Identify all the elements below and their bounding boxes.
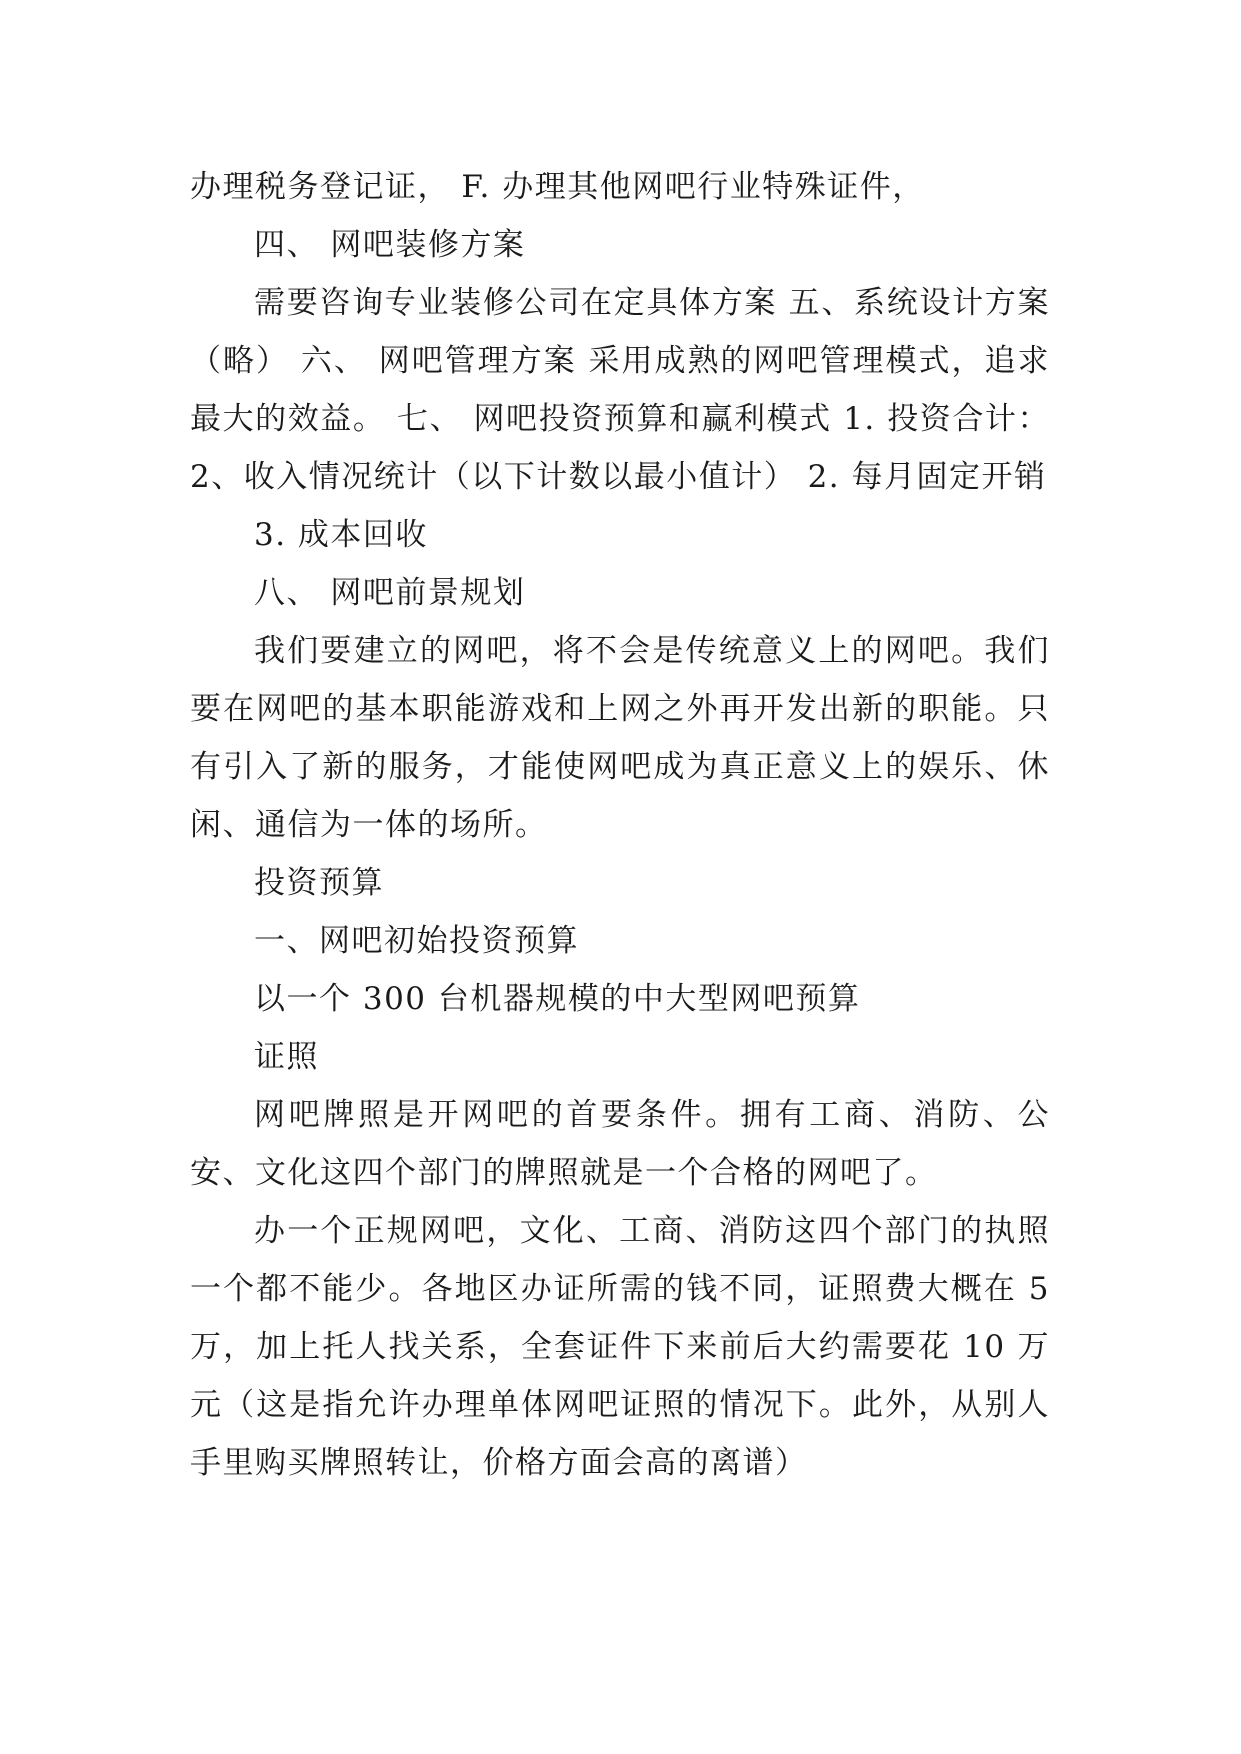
heading-investment-budget: 投资预算 (254, 865, 384, 901)
document-page (190, 158, 1050, 1492)
paragraph-scale: 以一个 300 台机器规模的中大型网吧预算 (254, 981, 861, 1017)
paragraph-tax-registration: 办理税务登记证， F. 办理其他网吧行业特殊证件， (190, 169, 925, 205)
item-cost-recovery: 3. 成本回收 (254, 517, 428, 553)
heading-renovation-plan: 四、 网吧装修方案 (254, 227, 526, 263)
paragraph-vision: 我们要建立的网吧，将不会是传统意义上的网吧。我们要在网吧的基本职能游戏和上网之外再开发出新的职能。只有引入了新的服务，才能使网吧成为真正意义上的娱乐、休闲、通信为一体的场所。 (190, 633, 1050, 843)
heading-licenses: 证照 (254, 1039, 319, 1075)
paragraph-license-requirement: 网吧牌照是开网吧的首要条件。拥有工商、消防、公安、文化这四个部门的牌照就是一个合格的网吧了。 (190, 1097, 1050, 1191)
paragraph-plans-summary: 需要咨询专业装修公司在定具体方案 五、系统设计方案 （略） 六、 网吧管理方案 采用成熟的网吧管理模式，追求最大的效益。 七、 网吧投资预算和赢利模式 1. 投资合计： 2、收入情况统计（以下计数以最小值计） 2. 每月固定开销 (190, 285, 1050, 495)
paragraph-license-cost: 办一个正规网吧，文化、工商、消防这四个部门的执照一个都不能少。各地区办证所需的钱不同，证照费大概在 5 万，加上托人找关系，全套证件下来前后大约需要花 10 万元（这是指允许办理单体网吧证照的情况下。此外，从别人手里购买牌照转让，价格方面会高的离谱） (190, 1213, 1050, 1481)
heading-initial-investment: 一、网吧初始投资预算 (254, 923, 579, 959)
heading-future-planning: 八、 网吧前景规划 (254, 575, 526, 611)
